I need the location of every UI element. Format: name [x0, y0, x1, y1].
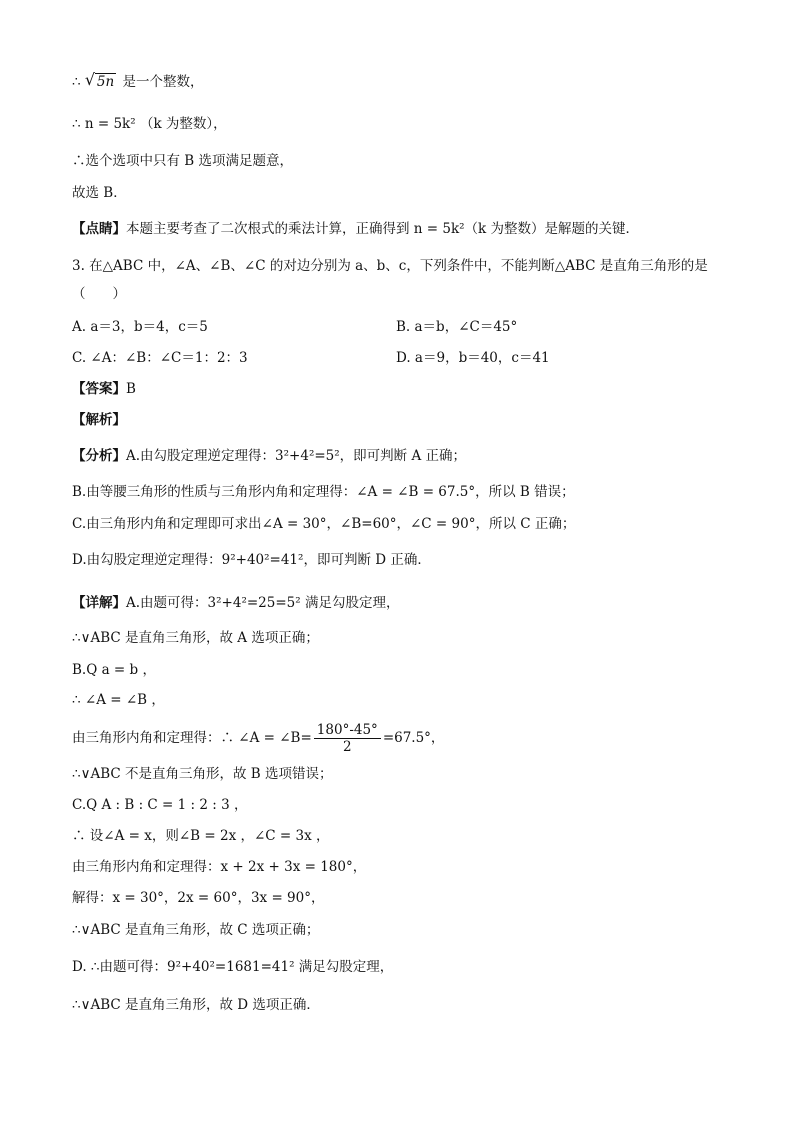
line-n-equals: ∴ n = 5k² （k 为整数）， [72, 116, 227, 132]
detail-c-let: ∴ 设∠A = x，则∠B = 2x ，∠C = 3x ， [72, 828, 330, 844]
option-c: C. ∠A：∠B：∠C＝1：2：3 [72, 350, 248, 366]
detail-d: D. ∴由题可得：9²+40²=1681=41² 满足勾股定理， [72, 959, 394, 975]
detail-b-given: B.Q a = b ， [72, 662, 156, 678]
fraction [314, 722, 381, 755]
analysis-c: C.由三角形内角和定理即可求出∠A = 30°，∠B=60°，∠C = 90°，所以 C 正确； [72, 516, 576, 532]
detail-label: 【详解】 [72, 595, 126, 611]
detail-line-1 [72, 593, 399, 613]
detail-c-conclusion: ∴∨ABC 是直角三角形，故 C 选项正确； [72, 922, 320, 938]
analysis-label: 【分析】 [72, 448, 126, 464]
line-only-b: ∴选个选项中只有 B 选项满足题意， [72, 153, 294, 169]
option-b: B. a＝b，∠C＝45° [396, 319, 518, 335]
detail-c-sum: 由三角形内角和定理得：x + 2x + 3x = 180°， [72, 859, 367, 875]
answer-label: 【答案】 [72, 381, 126, 397]
detail-a-conclusion: ∴∨ABC 是直角三角形，故 A 选项正确； [72, 630, 319, 646]
detail-a: A.由题可得：3²+4²=25=5² 满足勾股定理， [126, 595, 400, 611]
answer-line [72, 379, 136, 399]
detail-c-given: C.Q A : B : C = 1 : 2 : 3 ， [72, 797, 248, 813]
line-choose-b: 故选 B． [72, 185, 127, 201]
detail-b-angles-equal: ∴ ∠A = ∠B ， [72, 692, 165, 708]
analysis-line-1 [72, 446, 466, 466]
therefore-symbol: ∴ [72, 74, 85, 90]
sqrt-expression [85, 72, 116, 92]
sqrt-radicand: 5n [96, 74, 115, 90]
question-3-stem: 3. 在△ABC 中，∠A、∠B、∠C 的对边分别为 a、b、c，下列条件中，不能判断△ABC 是直角三角形的是 [72, 258, 708, 274]
detail-d-conclusion: ∴∨ABC 是直角三角形，故 D 选项正确． [72, 997, 320, 1013]
question-3-bracket: （ ） [72, 286, 126, 302]
analysis-b: B.由等腰三角形的性质与三角形内角和定理得：∠A = ∠B = 67.5°，所以 B 错误； [72, 484, 575, 500]
option-a: A. a＝3，b＝4，c＝5 [72, 319, 208, 335]
jiexi-heading: 【解析】 [72, 412, 126, 428]
detail-c-solve: 解得：x = 30°，2x = 60°，3x = 90°， [72, 890, 325, 906]
line-sqrt-integer-text: 是一个整数， [118, 74, 204, 90]
line-dianjing [72, 219, 639, 239]
analysis-d: D.由勾股定理逆定理得：9²+40²=41²，即可判断 D 正确． [72, 552, 431, 568]
detail-b-calc-prefix: 由三角形内角和定理得：∴ ∠A = ∠B= [72, 730, 312, 746]
detail-b-conclusion: ∴∨ABC 不是直角三角形，故 B 选项错误； [72, 766, 333, 782]
analysis-a: A.由勾股定理逆定理得：3²+4²=5²，即可判断 A 正确； [126, 448, 466, 464]
fraction-denominator: 2 [343, 739, 352, 755]
fraction-numerator: 180°-45° [314, 722, 381, 739]
dianjing-text: 本题主要考查了二次根式的乘法计算，正确得到 n = 5k²（k 为整数）是解题的关键． [126, 221, 640, 237]
detail-b-calc-suffix: =67.5°， [382, 730, 445, 746]
answer-value: B [126, 381, 136, 397]
detail-b-calculation [72, 722, 444, 755]
dianjing-label: 【点睛】 [72, 221, 126, 237]
line-sqrt-integer [72, 72, 203, 92]
option-d: D. a＝9，b＝40，c＝41 [396, 350, 550, 366]
